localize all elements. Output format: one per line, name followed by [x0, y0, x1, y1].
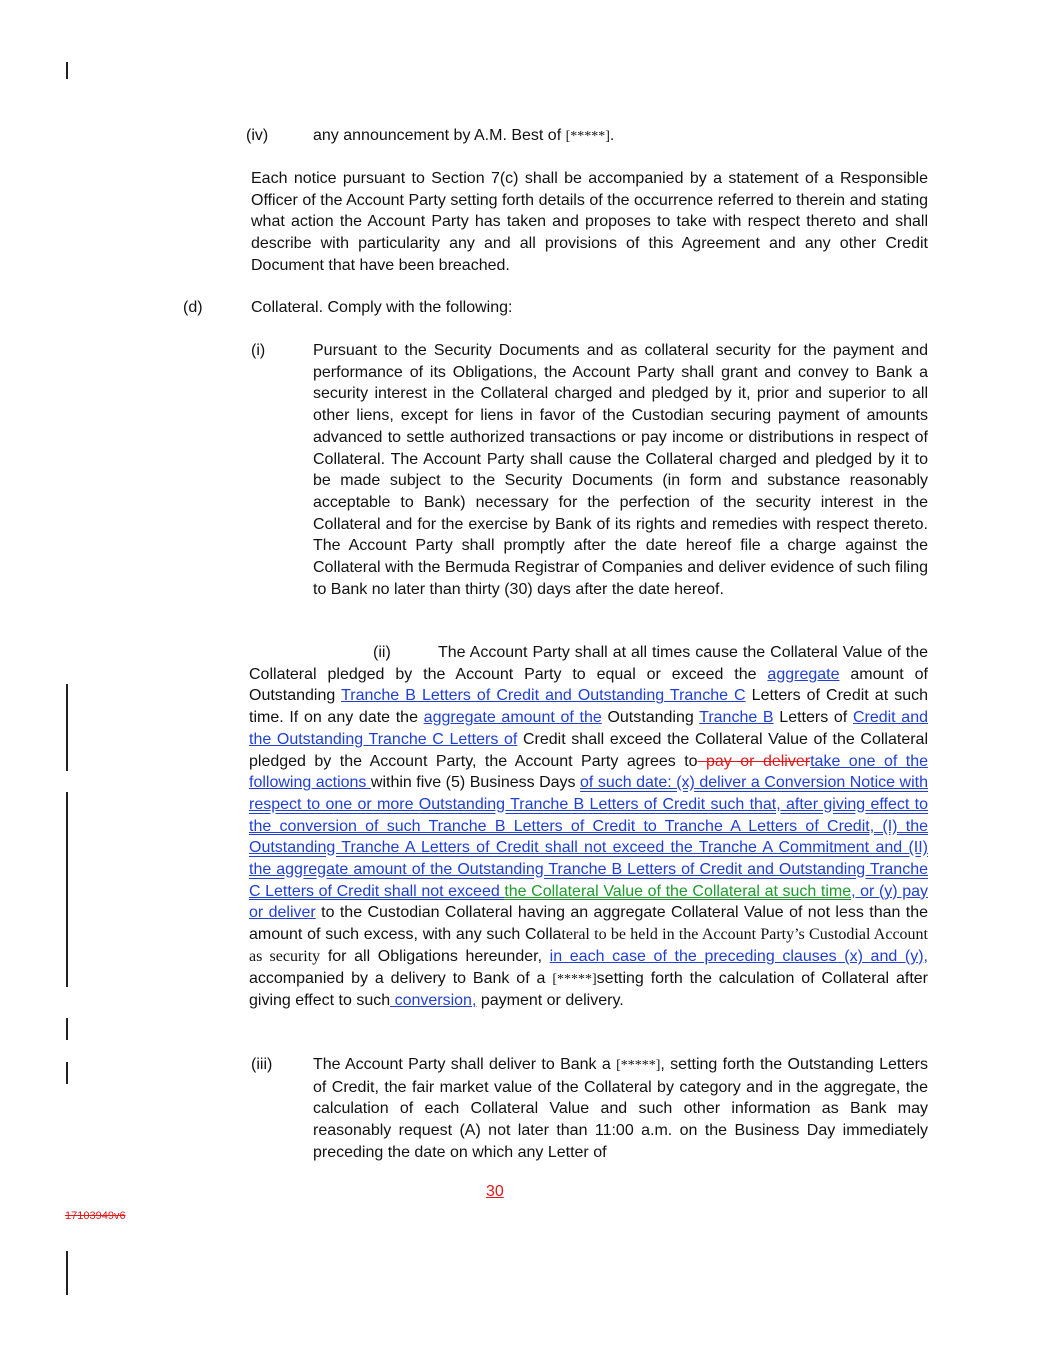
item-ii-label: (ii)	[373, 644, 391, 661]
moved-insertion: the Collateral Value of the Collateral at such time	[504, 882, 852, 900]
change-bar	[66, 62, 68, 79]
document-id: 17103949v6	[65, 1210, 126, 1222]
item-iv-text: any announcement by A.M. Best of [*****].	[313, 127, 615, 144]
change-bar	[66, 1062, 68, 1084]
item-iii-text: The Account Party shall deliver to Bank a [*****], setting forth the Outstanding Letters of Credit, the fair market value of the Collateral by category and in the aggregate, the calculation of each Collateral Value and such other information as Bank may reasonably request (A) not later than 11:00 a.m. on the Business Day immediately preceding the date on which any Letter of	[313, 1056, 929, 1161]
redaction-marker: [*****]	[565, 129, 610, 144]
insertion: take one of the following actions	[249, 752, 928, 792]
insertion: , or (y) pay or deliver	[249, 882, 928, 922]
change-bar	[66, 684, 68, 771]
insertion: Credit and the Outstanding Tranche C Letters of	[249, 709, 929, 748]
insertion: aggregate amount of the	[423, 709, 602, 727]
deletion: pay or deliver	[697, 752, 811, 770]
item-iii-label: (iii)	[251, 1056, 273, 1073]
insertion: aggregate	[767, 665, 840, 683]
change-bar	[66, 1018, 68, 1040]
page-number: 30	[486, 1183, 504, 1200]
section-d-label: (d)	[183, 299, 203, 316]
section-d-title: Collateral	[251, 299, 319, 316]
insertion: Tranche B	[699, 709, 774, 727]
section-d-heading: Collateral. Comply with the following:	[251, 299, 513, 316]
insertion: in each case of the preceding clauses (x) and (y),	[549, 947, 929, 965]
item-iv-label: (iv)	[246, 127, 269, 144]
insertion: conversion,	[390, 992, 477, 1010]
redaction-marker: [*****]	[552, 971, 597, 987]
insertion: Tranche B Letters of Credit and Outstanding Tranche C	[341, 687, 746, 705]
change-bar	[66, 1251, 68, 1295]
item-ii-text: (ii) The Account Party shall at all times cause the Collateral Value of the Collateral pledged by the Account Party to equal or exceed the aggregate amount of Outstanding Tranche B Letters of Credit and Outstanding Tranche C Letters of Credit at such time. If on any date the aggregate amount of the Outstanding Tranche B Letters of Credit and the Outstanding Tranche C Letters of Credit shall exceed the Collateral Value of the Collateral pledged by the Account Party, the Account Party agrees to pay or delivertake one of the following actions within five (5) Business Days of such date: (x) deliver a Conversion Notice with respect to one or more Outstanding Tranche B Letters of Credit such that, after giving effect to the conversion of such Tranche B Letters of Credit to Tranche A Letters of Credit, (I) the Outstanding Tranche A Letters of Credit shall not exceed the Tranche A Commitment and (II) the aggregate amount of the Outstanding Tranche B Letters of Credit and Outstanding Tranche C Letters of Credit shall not exceed the Collateral Value of the Collateral at such time, or (y) pay or deliver to the Custodian Collateral having an aggregate Collateral Value of not less than the amount of such excess, with any such Collateral to be held in the Account Party’s Custodial Account as security for all Obligations hereunder, in each case of the preceding clauses (x) and (y), accompanied by a delivery to Bank of a [*****]setting forth the calculation of Collateral after giving effect to such conversion, payment or delivery.	[249, 644, 929, 1010]
item-i-text: Pursuant to the Security Documents and as collateral security for the payment and performance of its Obligations, the Account Party shall grant and convey to Bank a security interest in the Collateral charged and pledged by it, prior and superior to all other liens, except for liens in favor of the Custodian securing payment of amounts advanced to settle authorized transactions or pay income or distributions in respect of Collateral. The Account Party shall cause the Collateral charged and pledged by it to be made subject to the Security Documents (in form and substance reasonably acceptable to Bank) necessary for the perfection of the security interest in the Collateral and for the exercise by Bank of its rights and remedies with respect thereto. The Account Party shall promptly after the date hereof file a charge against the Collateral with the Bermuda Registrar of Companies and deliver evidence of such filing to Bank no later than thirty (30) days after the date hereof.	[313, 342, 928, 598]
redaction-marker: [*****]	[616, 1058, 661, 1073]
notice-paragraph: Each notice pursuant to Section 7(c) shall be accompanied by a statement of a Responsible Officer of the Account Party setting forth details of the occurrence referred to therein and stating what action the Account Party has taken and proposes to take with respect thereto and shall describe with particularity any and all provisions of this Agreement and any other Credit Document that have been breached.	[251, 170, 928, 274]
insertion: of such date: (x) deliver a Conversion Notice with respect to one or more Outstanding Tranche B Letters of Credit such that, after giving effect to the conversion of such Tranche B Letters of Credit to Tranche A Letters of Credit, (I) the Outstanding Tranche A Letters of Credit shall not exceed the Tranche A Commitment and (II) the aggregate amount of the Outstanding Tranche B Letters of Credit and Outstanding Tranche C Letters of Credit shall not exceed	[249, 774, 928, 900]
item-i-label: (i)	[251, 342, 266, 359]
change-bar	[66, 792, 68, 987]
